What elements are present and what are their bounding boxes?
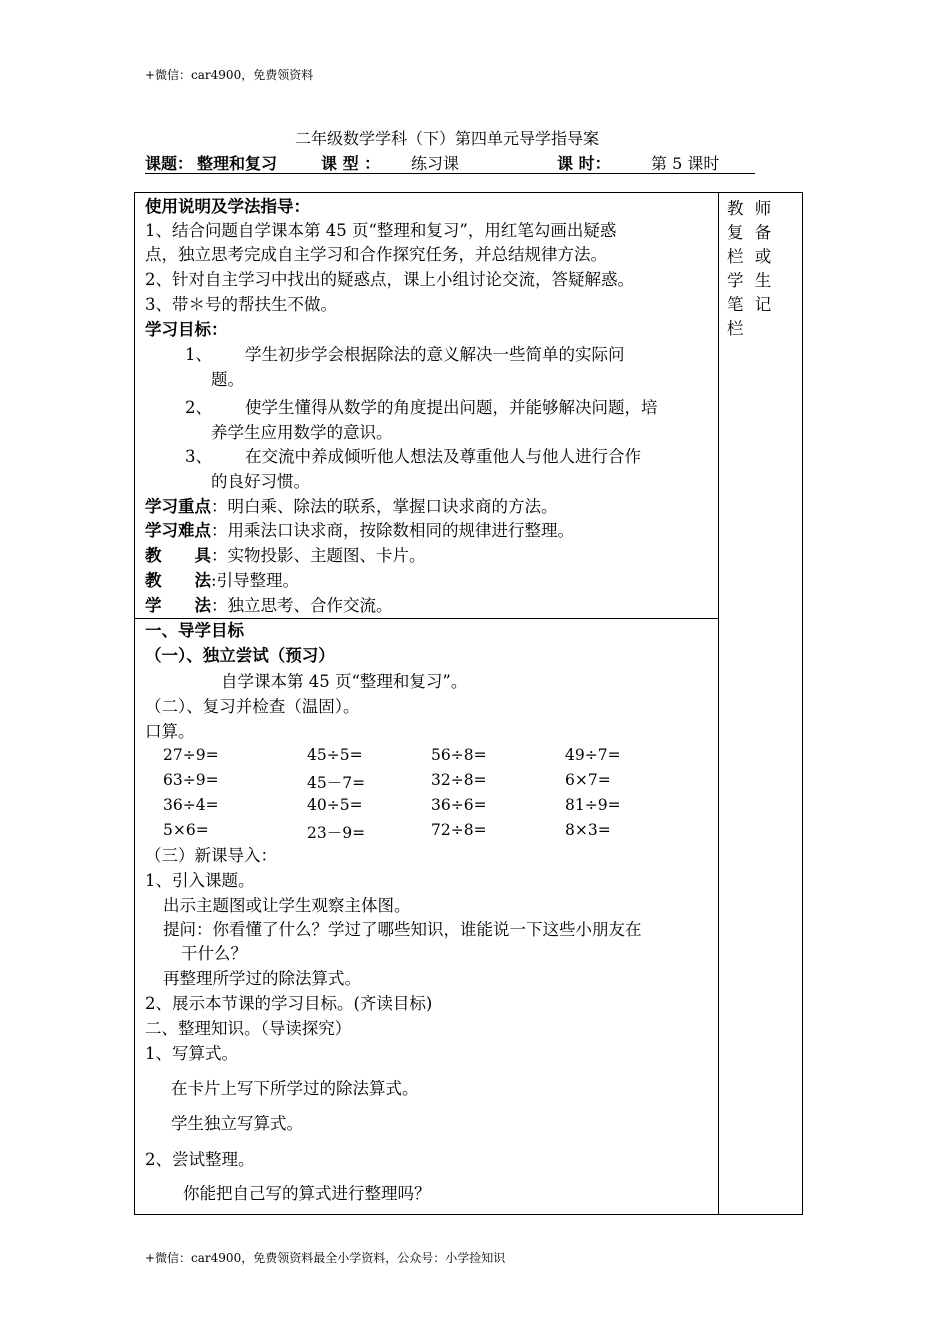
period-value: 第 5 课时 bbox=[651, 154, 720, 173]
type-label: 课 型 ： bbox=[321, 154, 381, 173]
header-note: +微信：car4900，免费领资料 bbox=[145, 68, 314, 82]
oral-heading: 口算。 bbox=[145, 722, 195, 741]
section2-text: 1、写算式。 bbox=[145, 1044, 238, 1063]
section2-heading: 二、整理知识。（导读探究） bbox=[145, 1019, 352, 1038]
section2-text: 学生独立写算式。 bbox=[171, 1114, 303, 1133]
learning-method: 学 法：独立思考、合作交流。 bbox=[145, 596, 393, 615]
section1-sub1: （一）、独立尝试（预习） bbox=[145, 646, 335, 665]
section2-text: 在卡片上写下所学过的除法算式。 bbox=[171, 1079, 419, 1098]
teacher-notes-column: 教 师 复 备 栏 或 学 生 笔 记 栏 bbox=[727, 199, 775, 338]
instruction-line: 1、结合问题自学课本第 45 页“整理和复习”，用红笔勾画出疑惑 bbox=[145, 221, 617, 240]
page-title: 二年级数学学科（下）第四单元导学指导案 bbox=[295, 129, 600, 148]
section1-text: 干什么？ bbox=[181, 944, 247, 963]
oral-item: 49÷7= bbox=[565, 746, 621, 764]
section1-sub1-text: 自学课本第 45 页“整理和复习”。 bbox=[221, 672, 468, 691]
goal-text: 的良好习惯。 bbox=[211, 472, 310, 491]
section1-text: 提问：你看懂了什么？学过了哪些知识，谁能说一下这些小朋友在 bbox=[163, 920, 642, 939]
goal-text: 在交流中养成倾听他人想法及尊重他人与他人进行合作 bbox=[245, 447, 641, 466]
goal-number: 1、 bbox=[185, 345, 212, 364]
goal-number: 3、 bbox=[185, 447, 212, 466]
oral-item: 27÷9= bbox=[163, 746, 219, 764]
section1-sub3: （三）新课导入： bbox=[145, 846, 277, 865]
oral-item: 72÷8= bbox=[431, 821, 487, 839]
footer-note: +微信：car4900，免费领资料最全小学资料，公众号：小学捡知识 bbox=[145, 1251, 506, 1265]
section1-heading: 一、导学目标 bbox=[145, 621, 244, 640]
section1-text: 1、引入课题。 bbox=[145, 871, 255, 890]
goal-text: 使学生懂得从数学的角度提出问题，并能够解决问题，培 bbox=[245, 398, 658, 417]
section2-text: 你能把自己写的算式进行整理吗？ bbox=[183, 1184, 431, 1203]
learning-focus: 学习重点：明白乘、除法的联系，掌握口诀求商的方法。 bbox=[145, 497, 558, 516]
oral-item: 5×6= bbox=[163, 821, 209, 839]
goal-text: 养学生应用数学的意识。 bbox=[211, 423, 393, 442]
instruction-line: 点，独立思考完成自主学习和合作探究任务，并总结规律方法。 bbox=[145, 245, 607, 264]
type-value: 练习课 bbox=[411, 154, 460, 173]
section2-text: 2、尝试整理。 bbox=[145, 1150, 255, 1169]
goal-text: 题。 bbox=[211, 370, 244, 389]
goals-heading: 学习目标： bbox=[145, 320, 228, 339]
oral-item: 45÷5= bbox=[307, 746, 363, 764]
oral-item: 36÷6= bbox=[431, 796, 487, 814]
oral-item: 56÷8= bbox=[431, 746, 487, 764]
oral-item: 32÷8= bbox=[431, 771, 487, 789]
oral-item: 6×7= bbox=[565, 771, 611, 789]
section1-text: 2、展示本节课的学习目标。(齐读目标) bbox=[145, 994, 433, 1013]
oral-item: 81÷9= bbox=[565, 796, 621, 814]
goal-number: 2、 bbox=[185, 398, 212, 417]
oral-item: 8×3= bbox=[565, 821, 611, 839]
section1-text: 出示主题图或让学生观察主体图。 bbox=[163, 896, 411, 915]
period-label: 课 时： bbox=[557, 154, 611, 173]
column-divider bbox=[718, 193, 719, 1214]
oral-item: 23－9= bbox=[307, 824, 366, 842]
teaching-method: 教 法:引导整理。 bbox=[145, 571, 300, 590]
lesson-meta bbox=[145, 151, 755, 174]
instruction-line: 3、带＊号的帮扶生不做。 bbox=[145, 295, 337, 314]
oral-item: 36÷4= bbox=[163, 796, 219, 814]
topic-value: 整理和复习 bbox=[197, 154, 278, 173]
instruction-line: 2、针对自主学习中找出的疑惑点，课上小组讨论交流，答疑解惑。 bbox=[145, 270, 634, 289]
oral-item: 45－7= bbox=[307, 774, 366, 792]
learning-difficulty: 学习难点：用乘法口诀求商，按除数相同的规律进行整理。 bbox=[145, 521, 574, 540]
topic-label: 课题： bbox=[145, 154, 194, 173]
lesson-table bbox=[134, 192, 803, 1215]
instructions-heading: 使用说明及学法指导： bbox=[145, 197, 310, 216]
section1-sub2: （二）、复习并检查（温固）。 bbox=[145, 697, 360, 716]
oral-item: 40÷5= bbox=[307, 796, 363, 814]
teaching-tools: 教 具：实物投影、主题图、卡片。 bbox=[145, 546, 426, 565]
section1-text: 再整理所学过的除法算式。 bbox=[163, 969, 361, 988]
oral-item: 63÷9= bbox=[163, 771, 219, 789]
goal-text: 学生初步学会根据除法的意义解决一些简单的实际问 bbox=[245, 345, 625, 364]
